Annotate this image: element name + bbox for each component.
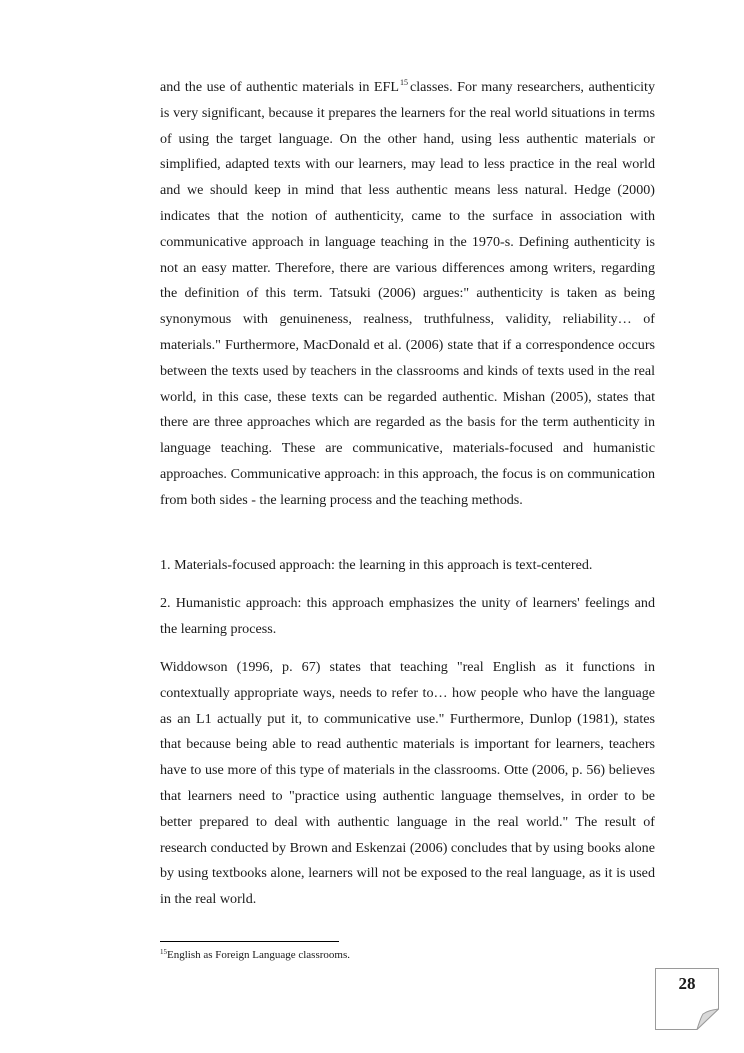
footnote-text: English as Foreign Language classrooms. [167,949,350,961]
paragraph-humanistic: 2. Humanistic approach: this approach emphasizes the unity of learners' feelings and the learning process. [160,595,655,637]
footnote-separator [160,941,339,942]
footnote [160,948,350,962]
page-number: 28 [678,974,696,993]
footnote-mark: 15 [160,948,167,956]
footnote-reference: 15 [399,78,408,87]
page-number-box [655,968,719,1030]
paragraph-authenticity-intro [160,75,655,514]
paragraph-widdowson: Widdowson (1996, p. 67) states that teaching "real English as it functions in contextually appropriate ways, needs to refer to… how people who have the language as an L1 actually put it, to communicative use." Furthermore, Dunlop (1981), states that because being able to read authentic materials is important for learners, teachers have to use more of this type of materials in the classrooms. Otte (2006, p. 56) believes that learners need to "practice using authentic language themselves, in order to be better prepared to deal with authentic language in the real world." The result of research conducted by Brown and Eskenzai (2006) concludes that by using books alone by using textbooks alone, learners will not be exposed to the real language, as it is used in the real world. [160,659,655,908]
paragraph-text: and the use of authentic materials in EFL [160,79,399,95]
paragraph-text: classes. For many researchers, authenticity is very significant, because it prepares the learners for the real world situations in terms of using the target language. On the other hand, using less authentic materials or simplified, adapted texts with our learners, may lead to less practice in the real world and we should keep in mind that less authentic means less natural. Hedge (2000) indicates that the notion of authenticity, came to the surface in association with communicative approach in language teaching in the 1970-s. Defining authenticity is not an easy matter. Therefore, there are various differences among writers, regarding the definition of this term. Tatsuki (2006) argues:" authenticity is taken as being synonymous with genuineness, realness, truthfulness, validity, reliability… of materials." Furthermore, MacDonald et al. (2006) state that if a correspondence occurs between the texts used by teachers in the classrooms and kinds of texts used in the real world, in this case, these texts can be regarded authentic. Mishan (2005), states that there are three approaches which are regarded as the basis for the term authenticity in language teaching. These are communicative, materials-focused and humanistic approaches. Communicative approach: in this approach, the focus is on communication from both sides - the learning process and the teaching methods. [160,79,655,508]
paragraph-materials-focused: 1. Materials-focused approach: the learning in this approach is text-centered. [160,557,593,573]
